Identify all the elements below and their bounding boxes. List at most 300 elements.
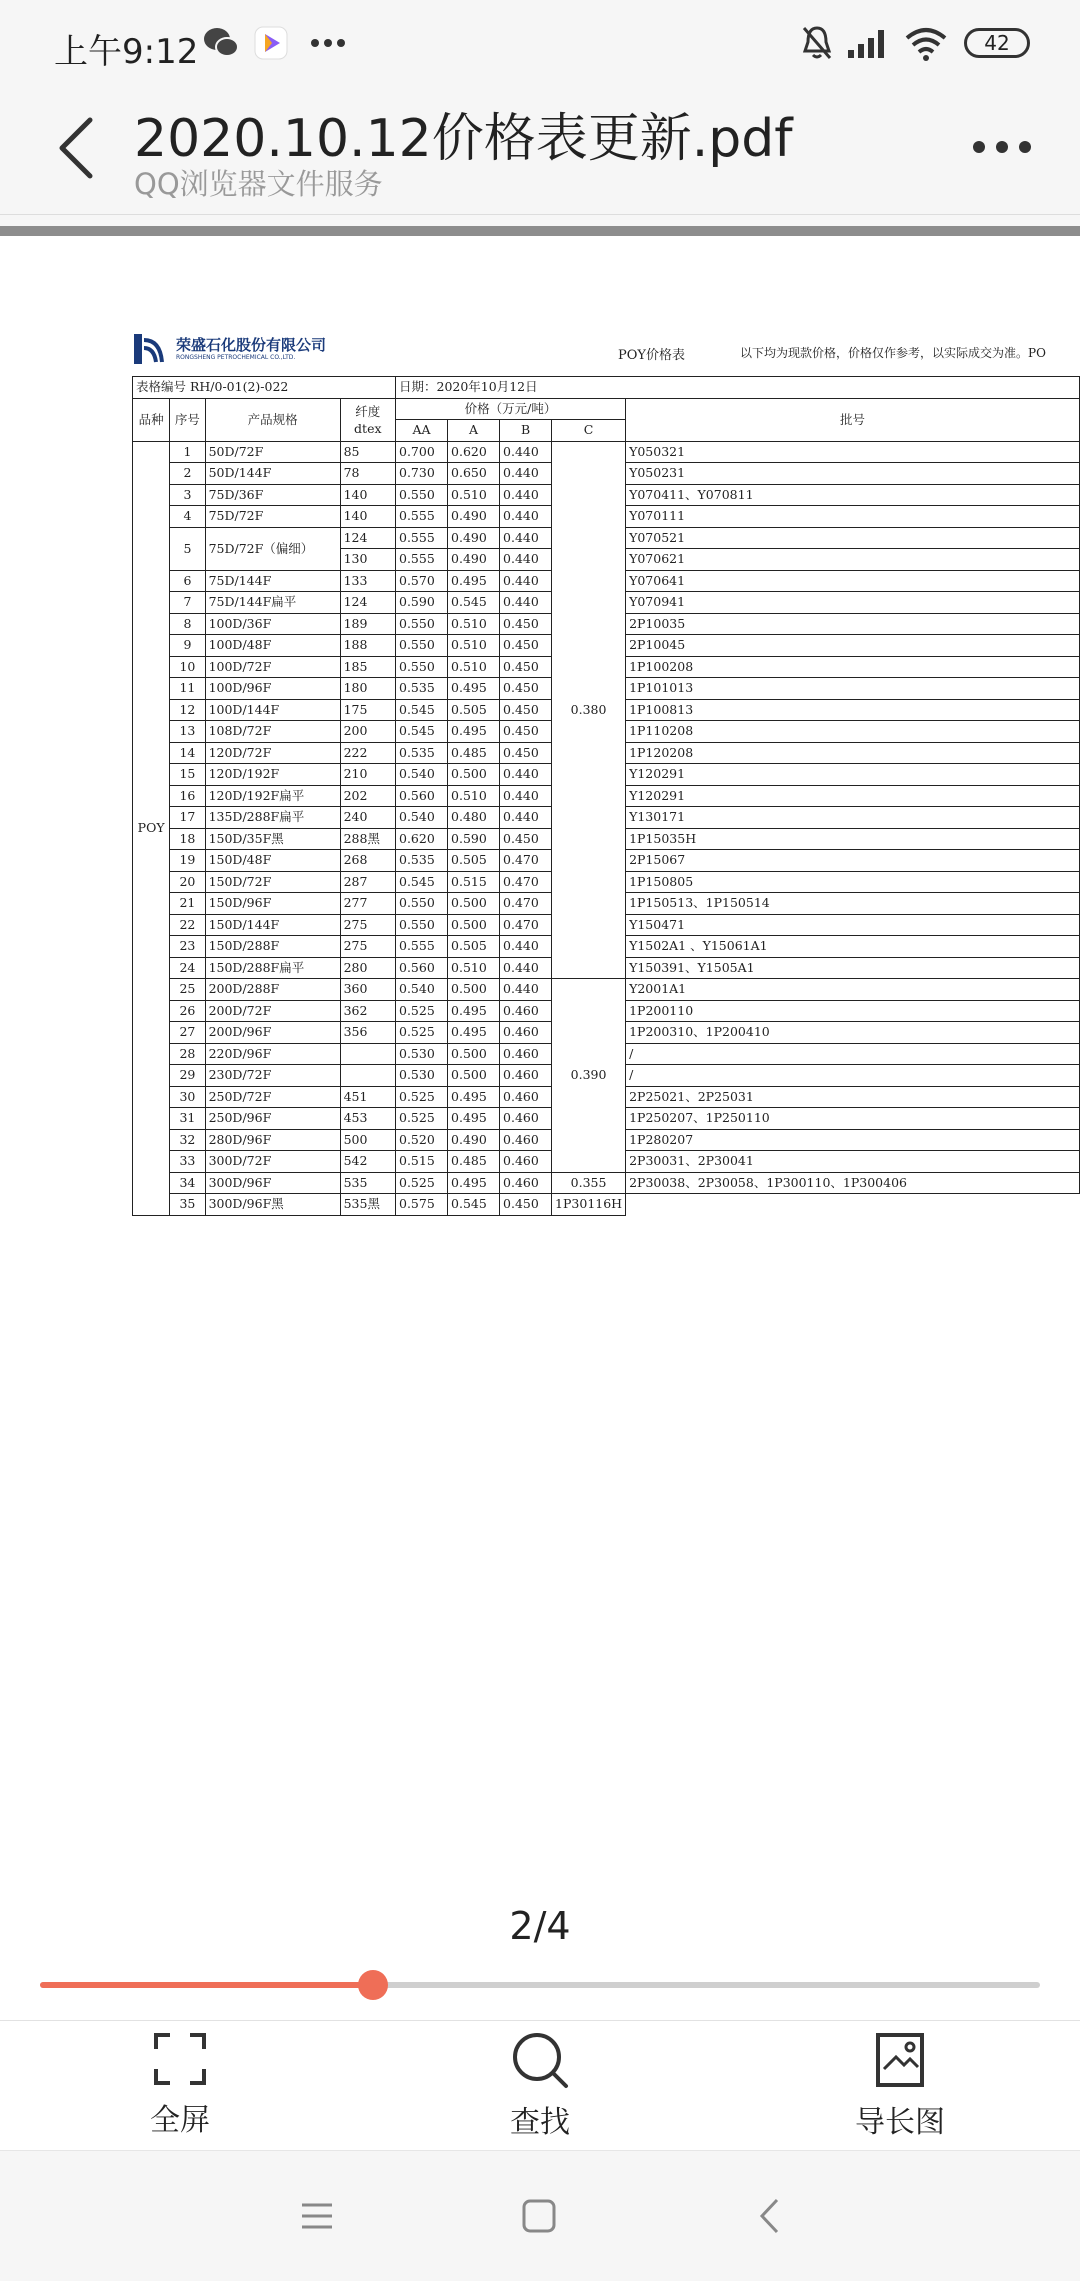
dtex-cell: 287 xyxy=(340,871,395,893)
seq-cell: 18 xyxy=(170,828,205,850)
spec-cell: 100D/96F xyxy=(205,678,340,700)
page-indicator: 2/4 xyxy=(509,1904,571,1948)
header-spec: 产品规格 xyxy=(205,398,340,441)
price-aa-cell: 0.545 xyxy=(396,699,448,721)
seq-cell: 6 xyxy=(170,570,205,592)
price-a-cell: 0.510 xyxy=(448,656,500,678)
dtex-cell: 275 xyxy=(340,936,395,958)
price-a-cell: 0.510 xyxy=(448,957,500,979)
spec-cell: 100D/72F xyxy=(205,656,340,678)
price-aa-cell: 0.535 xyxy=(396,678,448,700)
price-b-cell: 0.450 xyxy=(500,678,552,700)
dtex-cell: 130 xyxy=(340,549,395,571)
company-logo-icon xyxy=(134,332,170,366)
status-bar xyxy=(0,0,1080,90)
spec-cell: 150D/72F xyxy=(205,871,340,893)
price-b-cell: 0.440 xyxy=(500,592,552,614)
price-b-cell: 0.440 xyxy=(500,957,552,979)
dtex-cell: 275 xyxy=(340,914,395,936)
fullscreen-icon xyxy=(152,2031,208,2087)
price-b-cell: 0.450 xyxy=(500,635,552,657)
price-b-cell: 0.460 xyxy=(500,1129,552,1151)
table-row xyxy=(133,441,1080,463)
spec-cell: 150D/144F xyxy=(205,914,340,936)
price-a-cell: 0.490 xyxy=(448,549,500,571)
spec-cell: 300D/96F xyxy=(205,1172,340,1194)
price-aa-cell: 0.555 xyxy=(396,549,448,571)
price-a-cell: 0.485 xyxy=(448,1151,500,1173)
spec-cell: 135D/288F扁平 xyxy=(205,807,340,829)
back-chevron-icon[interactable] xyxy=(56,116,96,180)
price-aa-cell: 0.560 xyxy=(396,785,448,807)
price-aa-cell: 0.730 xyxy=(396,463,448,485)
lot-cell: Y1502A1 、Y15061A1 xyxy=(626,936,1080,958)
dtex-cell: 268 xyxy=(340,850,395,872)
price-aa-cell: 0.555 xyxy=(396,527,448,549)
page-slider-thumb[interactable] xyxy=(358,1970,388,2000)
price-aa-cell: 0.620 xyxy=(396,828,448,850)
dtex-cell: 124 xyxy=(340,592,395,614)
price-b-cell: 0.440 xyxy=(500,764,552,786)
seq-cell: 13 xyxy=(170,721,205,743)
price-a-cell: 0.495 xyxy=(448,721,500,743)
price-b-cell: 0.460 xyxy=(500,1000,552,1022)
seq-cell: 21 xyxy=(170,893,205,915)
dtex-cell: 360 xyxy=(340,979,395,1001)
lot-cell: Y130171 xyxy=(626,807,1080,829)
home-icon[interactable] xyxy=(522,2199,556,2233)
price-a-cell: 0.500 xyxy=(448,1065,500,1087)
price-b-cell: 0.440 xyxy=(500,570,552,592)
seq-cell: 22 xyxy=(170,914,205,936)
seq-cell: 5 xyxy=(170,527,205,570)
lot-cell: 2P30031、2P30041 xyxy=(626,1151,1080,1173)
dtex-cell: 140 xyxy=(340,484,395,506)
status-time: 上午9:12 xyxy=(54,32,199,72)
lot-cell: 1P250207、1P250110 xyxy=(626,1108,1080,1130)
spec-cell: 300D/72F xyxy=(205,1151,340,1173)
price-b-cell: 0.440 xyxy=(500,506,552,528)
price-aa-cell: 0.530 xyxy=(396,1065,448,1087)
seq-cell: 32 xyxy=(170,1129,205,1151)
price-b-cell: 0.440 xyxy=(500,527,552,549)
price-a-cell: 0.510 xyxy=(448,635,500,657)
seq-cell: 2 xyxy=(170,463,205,485)
price-c-cell: 0.390 xyxy=(552,979,626,1173)
spec-cell: 150D/35F黑 xyxy=(205,828,340,850)
header-kind: 品种 xyxy=(133,398,170,441)
dtex-cell: 210 xyxy=(340,764,395,786)
seq-cell: 29 xyxy=(170,1065,205,1087)
kind-cell: POY xyxy=(133,441,170,1215)
price-a-cell: 0.490 xyxy=(448,506,500,528)
lot-cell: 2P10035 xyxy=(626,613,1080,635)
lot-cell: 1P110208 xyxy=(626,721,1080,743)
price-b-cell: 0.440 xyxy=(500,785,552,807)
price-a-cell: 0.545 xyxy=(448,592,500,614)
seq-cell: 7 xyxy=(170,592,205,614)
document-source: QQ浏览器文件服务 xyxy=(134,167,383,201)
price-aa-cell: 0.570 xyxy=(396,570,448,592)
dtex-cell: 175 xyxy=(340,699,395,721)
seq-cell: 30 xyxy=(170,1086,205,1108)
dtex-cell: 453 xyxy=(340,1108,395,1130)
price-aa-cell: 0.555 xyxy=(396,936,448,958)
bottom-toolbar xyxy=(0,2020,1080,2151)
price-aa-cell: 0.550 xyxy=(396,893,448,915)
header-lot: 批号 xyxy=(626,398,1080,441)
price-a-cell: 0.495 xyxy=(448,1022,500,1044)
table-meta-row xyxy=(133,377,1080,399)
price-aa-cell: 0.525 xyxy=(396,1108,448,1130)
price-b-cell: 0.460 xyxy=(500,1065,552,1087)
lot-cell: 2P25021、2P25031 xyxy=(626,1086,1080,1108)
price-aa-cell: 0.540 xyxy=(396,807,448,829)
price-b-cell: 0.460 xyxy=(500,1108,552,1130)
price-b-cell: 0.440 xyxy=(500,484,552,506)
price-aa-cell: 0.555 xyxy=(396,506,448,528)
price-b-cell: 0.440 xyxy=(500,807,552,829)
price-aa-cell: 0.560 xyxy=(396,957,448,979)
price-b-cell: 0.440 xyxy=(500,979,552,1001)
price-b-cell: 0.450 xyxy=(500,1194,552,1216)
spec-cell: 108D/72F xyxy=(205,721,340,743)
dtex-cell: 78 xyxy=(340,463,395,485)
sheet-title: POY价格表 xyxy=(618,348,685,363)
price-aa-cell: 0.540 xyxy=(396,764,448,786)
long-image-icon xyxy=(870,2031,930,2089)
price-a-cell: 0.650 xyxy=(448,463,500,485)
table-row xyxy=(133,979,1080,1001)
lot-cell: Y120291 xyxy=(626,764,1080,786)
battery-icon: 42 xyxy=(964,28,1030,58)
price-b-cell: 0.450 xyxy=(500,721,552,743)
price-aa-cell: 0.545 xyxy=(396,871,448,893)
lot-cell: Y150471 xyxy=(626,914,1080,936)
lot-cell: 1P200310、1P200410 xyxy=(626,1022,1080,1044)
seq-cell: 15 xyxy=(170,764,205,786)
seq-cell: 4 xyxy=(170,506,205,528)
table-row xyxy=(133,1172,1080,1194)
signal-icon xyxy=(846,28,892,60)
spec-cell: 200D/288F xyxy=(205,979,340,1001)
lot-cell: 1P120208 xyxy=(626,742,1080,764)
header-c: C xyxy=(552,420,626,442)
spec-cell: 200D/72F xyxy=(205,1000,340,1022)
price-aa-cell: 0.530 xyxy=(396,1043,448,1065)
spec-cell: 120D/72F xyxy=(205,742,340,764)
dtex-cell: 280 xyxy=(340,957,395,979)
seq-cell: 24 xyxy=(170,957,205,979)
price-a-cell: 0.620 xyxy=(448,441,500,463)
lot-cell: Y070521 xyxy=(626,527,1080,549)
seq-cell: 27 xyxy=(170,1022,205,1044)
spec-cell: 75D/72F（偏细） xyxy=(205,527,340,570)
dtex-cell: 240 xyxy=(340,807,395,829)
long-image-button[interactable] xyxy=(800,2031,1000,2141)
lot-cell: 1P200110 xyxy=(626,1000,1080,1022)
menu-icon[interactable] xyxy=(300,2201,334,2231)
document-date: 日期：2020年10月12日 xyxy=(396,377,1080,399)
dtex-cell: 500 xyxy=(340,1129,395,1151)
price-a-cell: 0.495 xyxy=(448,678,500,700)
dtex-cell: 180 xyxy=(340,678,395,700)
seq-cell: 23 xyxy=(170,936,205,958)
lot-cell: Y070111 xyxy=(626,506,1080,528)
seq-cell: 11 xyxy=(170,678,205,700)
price-b-cell: 0.440 xyxy=(500,549,552,571)
price-a-cell: 0.590 xyxy=(448,828,500,850)
price-aa-cell: 0.540 xyxy=(396,979,448,1001)
price-a-cell: 0.510 xyxy=(448,613,500,635)
price-a-cell: 0.495 xyxy=(448,1086,500,1108)
price-b-cell: 0.450 xyxy=(500,613,552,635)
dtex-cell xyxy=(340,1043,395,1065)
dtex-cell: 200 xyxy=(340,721,395,743)
price-aa-cell: 0.535 xyxy=(396,850,448,872)
header-divider xyxy=(0,214,1080,215)
seq-cell: 35 xyxy=(170,1194,205,1216)
dtex-cell: 140 xyxy=(340,506,395,528)
more-dots-icon xyxy=(310,38,346,48)
price-a-cell: 0.505 xyxy=(448,850,500,872)
spec-cell: 120D/192F xyxy=(205,764,340,786)
price-a-cell: 0.500 xyxy=(448,914,500,936)
price-aa-cell: 0.550 xyxy=(396,484,448,506)
spec-cell: 120D/192F扁平 xyxy=(205,785,340,807)
wechat-icon xyxy=(202,26,240,60)
price-a-cell: 0.495 xyxy=(448,1172,500,1194)
price-aa-cell: 0.525 xyxy=(396,1086,448,1108)
lot-cell: 2P10045 xyxy=(626,635,1080,657)
seq-cell: 9 xyxy=(170,635,205,657)
price-aa-cell: 0.700 xyxy=(396,441,448,463)
system-nav-bar xyxy=(0,2150,1080,2281)
mute-bell-icon xyxy=(800,24,834,62)
price-aa-cell: 0.550 xyxy=(396,613,448,635)
price-note: 以下均为现款价格，价格仅作参考，以实际成交为准。PO xyxy=(740,346,1046,360)
price-b-cell: 0.450 xyxy=(500,828,552,850)
price-b-cell: 0.460 xyxy=(500,1172,552,1194)
lot-cell: Y150391、Y1505A1 xyxy=(626,957,1080,979)
more-options-icon[interactable] xyxy=(972,140,1032,154)
spec-cell: 50D/144F xyxy=(205,463,340,485)
seq-cell: 12 xyxy=(170,699,205,721)
lot-cell: 1P150513、1P150514 xyxy=(626,893,1080,915)
header-price: 价格（万元/吨） xyxy=(396,398,626,420)
price-a-cell: 0.505 xyxy=(448,936,500,958)
dtex-cell xyxy=(340,1065,395,1087)
lot-cell: 1P100208 xyxy=(626,656,1080,678)
price-aa-cell: 0.525 xyxy=(396,1000,448,1022)
company-name: 荣盛石化股份有限公司 xyxy=(176,336,327,354)
lot-cell: Y2001A1 xyxy=(626,979,1080,1001)
spec-cell: 50D/72F xyxy=(205,441,340,463)
seq-cell: 17 xyxy=(170,807,205,829)
spec-cell: 150D/288F扁平 xyxy=(205,957,340,979)
price-b-cell: 0.460 xyxy=(500,1151,552,1173)
dtex-cell: 124 xyxy=(340,527,395,549)
price-a-cell: 0.500 xyxy=(448,893,500,915)
search-icon xyxy=(510,2031,570,2089)
pdf-viewer[interactable] xyxy=(0,236,1080,2020)
price-a-cell: 0.495 xyxy=(448,1108,500,1130)
price-aa-cell: 0.515 xyxy=(396,1151,448,1173)
dtex-cell: 542 xyxy=(340,1151,395,1173)
fullscreen-label: 全屏 xyxy=(150,2103,210,2138)
document-title: 2020.10.12价格表更新.pdf xyxy=(134,109,793,169)
price-b-cell: 0.450 xyxy=(500,656,552,678)
spec-cell: 100D/48F xyxy=(205,635,340,657)
lot-cell: 1P100813 xyxy=(626,699,1080,721)
header-seq: 序号 xyxy=(170,398,205,441)
long-image-label: 导长图 xyxy=(855,2105,945,2140)
lot-cell: 2P15067 xyxy=(626,850,1080,872)
top-divider-bar xyxy=(0,226,1080,236)
price-aa-cell: 0.590 xyxy=(396,592,448,614)
header-dtex: 纤度dtex xyxy=(340,398,395,441)
spec-cell: 250D/96F xyxy=(205,1108,340,1130)
price-b-cell: 0.440 xyxy=(500,441,552,463)
price-a-cell: 0.495 xyxy=(448,570,500,592)
lot-cell: 2P30038、2P30058、1P300110、1P300406 xyxy=(626,1172,1080,1194)
lot-cell: / xyxy=(626,1043,1080,1065)
dtex-cell: 535黑 xyxy=(340,1194,395,1216)
seq-cell: 25 xyxy=(170,979,205,1001)
seq-cell: 26 xyxy=(170,1000,205,1022)
search-label: 查找 xyxy=(510,2105,570,2140)
spec-cell: 220D/96F xyxy=(205,1043,340,1065)
video-app-icon xyxy=(254,26,288,60)
header-b: B xyxy=(500,420,552,442)
spec-cell: 280D/96F xyxy=(205,1129,340,1151)
price-a-cell: 0.500 xyxy=(448,1043,500,1065)
dtex-cell: 222 xyxy=(340,742,395,764)
price-aa-cell: 0.525 xyxy=(396,1022,448,1044)
seq-cell: 19 xyxy=(170,850,205,872)
seq-cell: 28 xyxy=(170,1043,205,1065)
price-a-cell: 0.510 xyxy=(448,484,500,506)
price-a-cell: 0.515 xyxy=(448,871,500,893)
header-aa: AA xyxy=(396,420,448,442)
seq-cell: 16 xyxy=(170,785,205,807)
page-slider[interactable] xyxy=(40,1982,1040,1988)
spec-cell: 75D/144F xyxy=(205,570,340,592)
price-c-cell: 0.355 xyxy=(552,1172,626,1194)
dtex-cell: 85 xyxy=(340,441,395,463)
price-a-cell: 0.500 xyxy=(448,764,500,786)
spec-cell: 150D/288F xyxy=(205,936,340,958)
price-b-cell: 0.440 xyxy=(500,463,552,485)
fullscreen-button[interactable] xyxy=(80,2031,280,2139)
seq-cell: 20 xyxy=(170,871,205,893)
price-aa-cell: 0.545 xyxy=(396,721,448,743)
dtex-cell: 362 xyxy=(340,1000,395,1022)
spec-cell: 75D/72F xyxy=(205,506,340,528)
seq-cell: 34 xyxy=(170,1172,205,1194)
seq-cell: 10 xyxy=(170,656,205,678)
page-slider-fill xyxy=(40,1982,373,1988)
table-header-row xyxy=(133,398,1080,420)
spec-cell: 100D/36F xyxy=(205,613,340,635)
price-c-cell: 0.380 xyxy=(552,441,626,979)
price-a-cell: 0.510 xyxy=(448,785,500,807)
seq-cell: 1 xyxy=(170,441,205,463)
spec-cell: 75D/36F xyxy=(205,484,340,506)
lot-cell: 1P101013 xyxy=(626,678,1080,700)
seq-cell: 3 xyxy=(170,484,205,506)
lot-cell: Y070621 xyxy=(626,549,1080,571)
wifi-icon xyxy=(904,26,948,62)
dtex-cell: 535 xyxy=(340,1172,395,1194)
lot-cell: 1P280207 xyxy=(626,1129,1080,1151)
dtex-cell: 288黑 xyxy=(340,828,395,850)
company-name-en: RONGSHENG PETROCHEMICAL CO.,LTD. xyxy=(176,354,296,361)
table-row xyxy=(133,1194,1080,1216)
price-aa-cell: 0.575 xyxy=(396,1194,448,1216)
price-aa-cell: 0.550 xyxy=(396,914,448,936)
spec-cell: 150D/96F xyxy=(205,893,340,915)
lot-cell: / xyxy=(626,1065,1080,1087)
dtex-cell: 277 xyxy=(340,893,395,915)
spec-cell: 230D/72F xyxy=(205,1065,340,1087)
spec-cell: 100D/144F xyxy=(205,699,340,721)
dtex-cell: 133 xyxy=(340,570,395,592)
dtex-cell: 188 xyxy=(340,635,395,657)
lot-cell: Y120291 xyxy=(626,785,1080,807)
dtex-cell: 451 xyxy=(340,1086,395,1108)
price-table xyxy=(132,376,1080,1216)
price-a-cell: 0.490 xyxy=(448,527,500,549)
header-a: A xyxy=(448,420,500,442)
spec-cell: 250D/72F xyxy=(205,1086,340,1108)
price-a-cell: 0.490 xyxy=(448,1129,500,1151)
lot-cell: 1P15035H xyxy=(626,828,1080,850)
search-button[interactable] xyxy=(440,2031,640,2141)
lot-cell: 1P30116H xyxy=(552,1194,626,1216)
lot-cell: Y070411、Y070811 xyxy=(626,484,1080,506)
price-b-cell: 0.460 xyxy=(500,1022,552,1044)
price-a-cell: 0.485 xyxy=(448,742,500,764)
seq-cell: 31 xyxy=(170,1108,205,1130)
price-a-cell: 0.495 xyxy=(448,1000,500,1022)
price-aa-cell: 0.550 xyxy=(396,635,448,657)
form-number: 表格编号 RH/0-01(2)-022 xyxy=(133,377,396,399)
lot-cell: Y050321 xyxy=(626,441,1080,463)
price-aa-cell: 0.550 xyxy=(396,656,448,678)
lot-cell: Y070641 xyxy=(626,570,1080,592)
price-b-cell: 0.470 xyxy=(500,914,552,936)
nav-back-icon[interactable] xyxy=(758,2197,780,2235)
pdf-page xyxy=(0,236,1080,2020)
price-b-cell: 0.470 xyxy=(500,893,552,915)
lot-cell: Y070941 xyxy=(626,592,1080,614)
seq-cell: 33 xyxy=(170,1151,205,1173)
price-b-cell: 0.450 xyxy=(500,699,552,721)
price-aa-cell: 0.525 xyxy=(396,1172,448,1194)
spec-cell: 75D/144F扁平 xyxy=(205,592,340,614)
price-a-cell: 0.480 xyxy=(448,807,500,829)
price-b-cell: 0.460 xyxy=(500,1086,552,1108)
dtex-cell: 189 xyxy=(340,613,395,635)
dtex-cell: 185 xyxy=(340,656,395,678)
seq-cell: 14 xyxy=(170,742,205,764)
dtex-cell: 356 xyxy=(340,1022,395,1044)
seq-cell: 8 xyxy=(170,613,205,635)
price-a-cell: 0.545 xyxy=(448,1194,500,1216)
price-b-cell: 0.470 xyxy=(500,871,552,893)
price-b-cell: 0.460 xyxy=(500,1043,552,1065)
